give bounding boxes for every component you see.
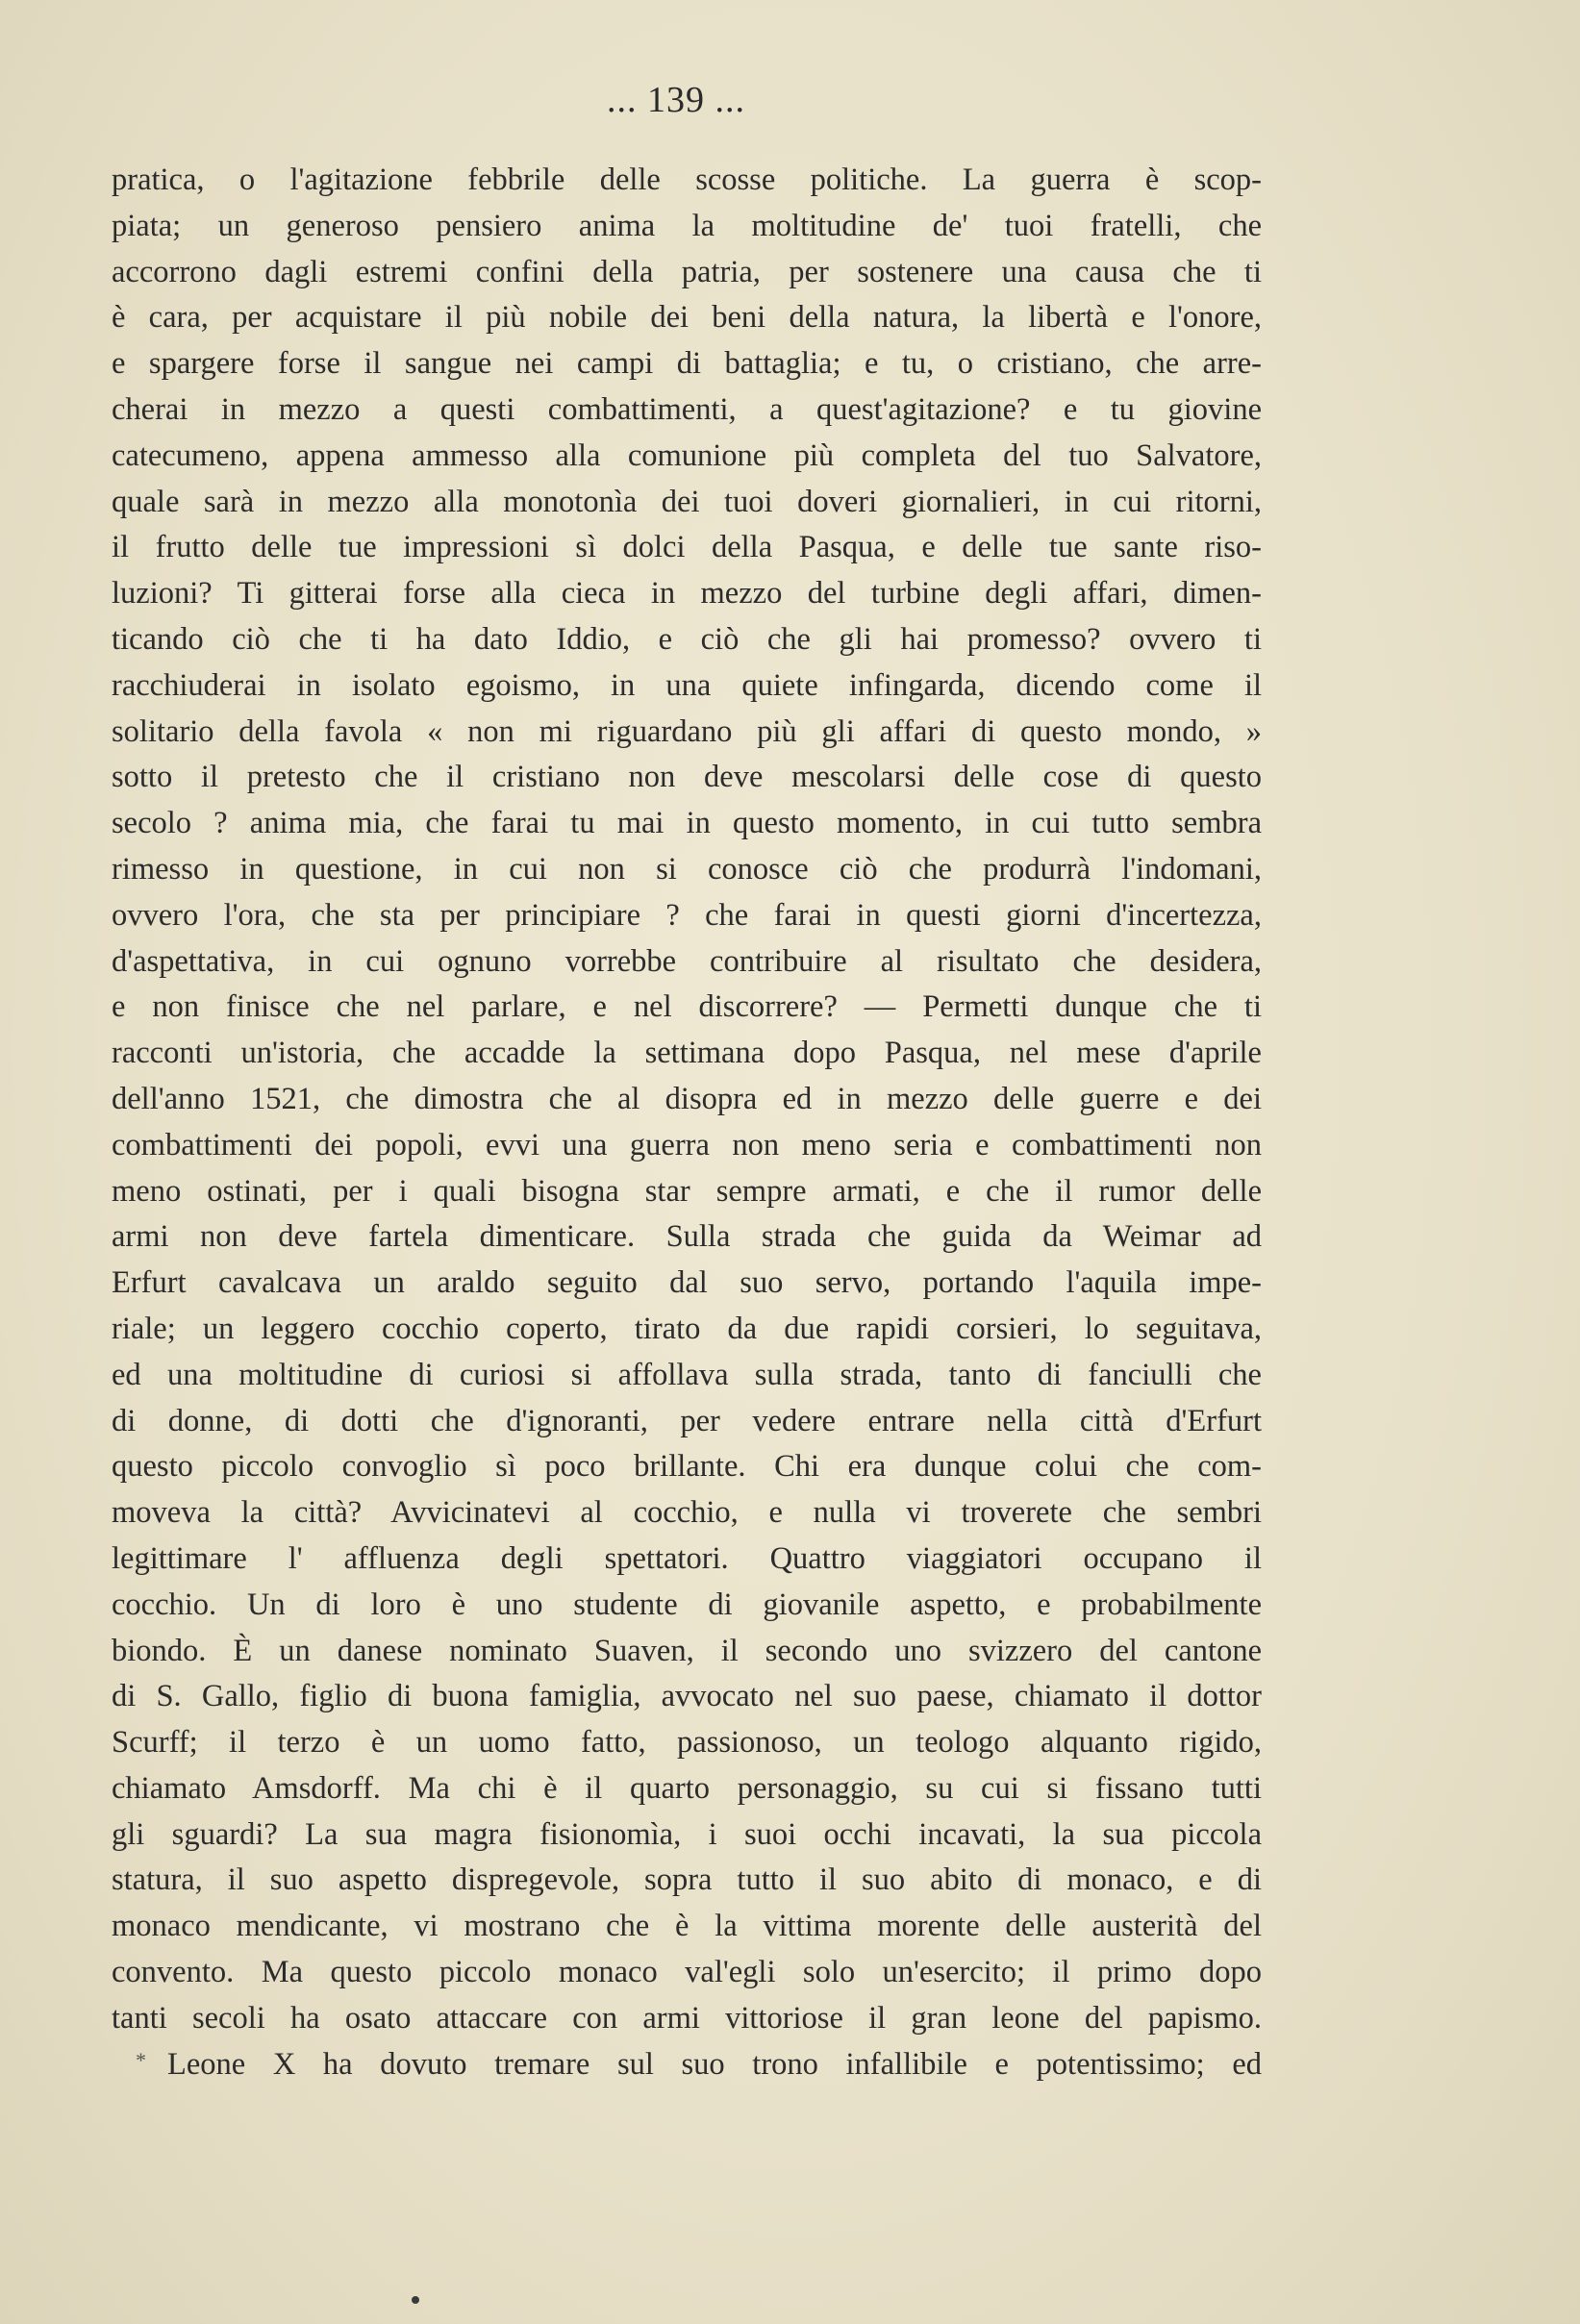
- text-line: quale sarà in mezzo alla monotonìa dei tuoi doveri giornalieri, in cui ritorni,: [112, 484, 1262, 519]
- text-line: rimesso in questione, in cui non si conosce ciò che produrrà l'indomani,: [112, 851, 1262, 887]
- text-line: convento. Ma questo piccolo monaco val'egli solo un'esercito; il primo dopo: [112, 1955, 1262, 1990]
- text-line: ed una moltitudine di curiosi si affollava sulla strada, tanto di fanciulli che: [112, 1357, 1262, 1392]
- text-line: Leone X ha dovuto tremare sul suo trono infallibile e potentissimo; ed: [167, 2046, 1262, 2082]
- text-line: tanti secoli ha osato attaccare con armi vittoriose il gran leone del papismo.: [112, 2000, 1262, 2036]
- body-text: [112, 158, 1262, 2087]
- text-line: d'aspettativa, in cui ognuno vorrebbe contribuire al risultato che desidera,: [112, 943, 1262, 979]
- text-line: sotto il pretesto che il cristiano non deve mescolarsi delle cose di questo: [112, 760, 1262, 795]
- text-line: questo piccolo convoglio sì poco brillante. Chi era dunque colui che com-: [112, 1449, 1262, 1485]
- ink-speck: [412, 2296, 419, 2304]
- text-line: Scurff; il terzo è un uomo fatto, passionoso, un teologo alquanto rigido,: [112, 1725, 1262, 1761]
- text-line: monaco mendicante, vi mostrano che è la vittima morente delle austerità del: [112, 1909, 1262, 1944]
- text-line: chiamato Amsdorff. Ma chi è il quarto personaggio, su cui si fissano tutti: [112, 1770, 1262, 1806]
- text-line: racchiuderai in isolato egoismo, in una quiete infingarda, dicendo come il: [112, 667, 1262, 703]
- text-line: combattimenti dei popoli, evvi una guerra non meno seria e combattimenti non: [112, 1127, 1262, 1162]
- text-line: statura, il suo aspetto dispregevole, sopra tutto il suo abito di monaco, e di: [112, 1862, 1262, 1898]
- text-line: dell'anno 1521, che dimostra che al disopra ed in mezzo delle guerre e dei: [112, 1081, 1262, 1116]
- text-line: racconti un'istoria, che accadde la settimana dopo Pasqua, nel mese d'aprile: [112, 1036, 1262, 1071]
- text-line: Erfurt cavalcava un araldo seguito dal suo servo, portando l'aquila impe-: [112, 1265, 1262, 1301]
- text-line: cocchio. Un di loro è uno studente di giovanile aspetto, e probabilmente: [112, 1587, 1262, 1622]
- text-line: gli sguardi? La sua magra fisionomìa, i suoi occhi incavati, la sua piccola: [112, 1816, 1262, 1852]
- text-line: accorrono dagli estremi confini della patria, per sostenere una causa che ti: [112, 254, 1262, 289]
- text-line: e spargere forse il sangue nei campi di battaglia; e tu, o cristiano, che arre-: [112, 346, 1262, 382]
- text-line: moveva la città? Avvicinatevi al cocchio, e nulla vi troverete che sembri: [112, 1495, 1262, 1531]
- text-line: ovvero l'ora, che sta per principiare ? che farai in questi giorni d'incertezza,: [112, 897, 1262, 933]
- text-line: di donne, di dotti che d'ignoranti, per vedere entrare nella città d'Erfurt: [112, 1403, 1262, 1438]
- text-line: legittimare l' affluenza degli spettatori. Quattro viaggiatori occupano il: [112, 1540, 1262, 1576]
- text-line: solitario della favola « non mi riguardano più gli affari di questo mondo, »: [112, 713, 1262, 749]
- text-line: biondo. È un danese nominato Suaven, il secondo uno svizzero del cantone: [112, 1633, 1262, 1668]
- text-line: ticando ciò che ti ha dato Iddio, e ciò che gli hai promesso? ovvero ti: [112, 621, 1262, 657]
- text-line: riale; un leggero cocchio coperto, tirato da due rapidi corsieri, lo seguitava,: [112, 1311, 1262, 1346]
- text-line: armi non deve fartela dimenticare. Sulla strada che guida da Weimar ad: [112, 1219, 1262, 1255]
- text-line: luzioni? Ti gitterai forse alla cieca in mezzo del turbine degli affari, dimen-: [112, 576, 1262, 612]
- text-line: cherai in mezzo a questi combattimenti, a quest'agitazione? e tu giovine: [112, 391, 1262, 427]
- footnote-marker: *: [136, 2048, 146, 2072]
- text-line: e non finisce che nel parlare, e nel discorrere? — Permetti dunque che ti: [112, 989, 1262, 1025]
- text-line: meno ostinati, per i quali bisogna star sempre armati, e che il rumor delle: [112, 1173, 1262, 1209]
- text-line: piata; un generoso pensiero anima la moltitudine de' tuoi fratelli, che: [112, 208, 1262, 243]
- text-line: è cara, per acquistare il più nobile dei beni della natura, la libertà e l'onore,: [112, 300, 1262, 336]
- text-line: catecumeno, appena ammesso alla comunione più completa del tuo Salvatore,: [112, 437, 1262, 473]
- text-line: pratica, o l'agitazione febbrile delle scosse politiche. La guerra è scop-: [112, 162, 1262, 197]
- text-line: il frutto delle tue impressioni sì dolci della Pasqua, e delle tue sante riso-: [112, 530, 1262, 565]
- text-line: di S. Gallo, figlio di buona famiglia, avvocato nel suo paese, chiamato il dottor: [112, 1679, 1262, 1714]
- text-line: secolo ? anima mia, che farai tu mai in questo momento, in cui tutto sembra: [112, 806, 1262, 841]
- page-number-header: ... 139 ...: [607, 80, 745, 120]
